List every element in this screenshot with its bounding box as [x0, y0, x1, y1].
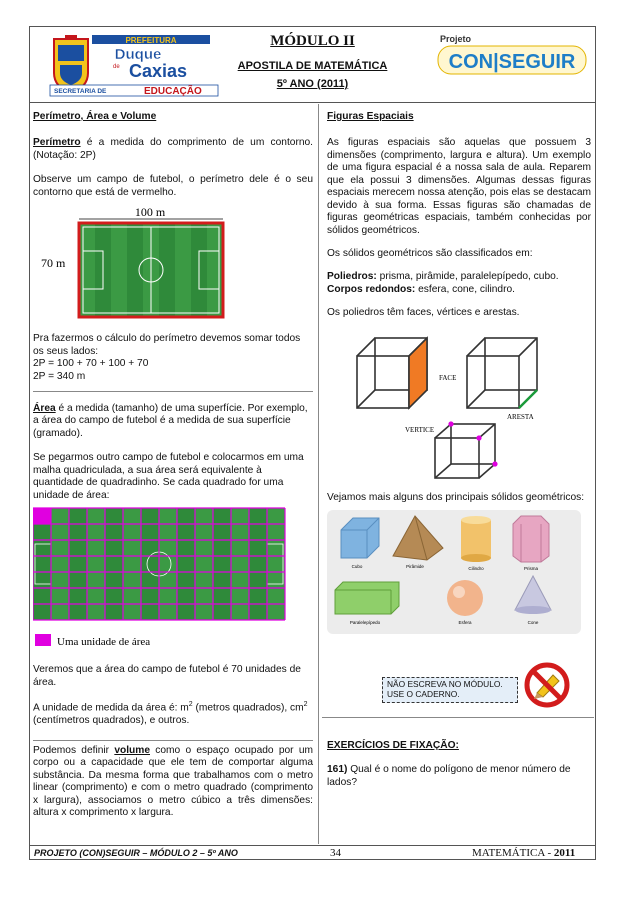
svg-text:de: de	[113, 64, 120, 70]
svg-text:100 m: 100 m	[134, 207, 166, 220]
footer-right: MATEMÁTICA - 2011	[472, 847, 576, 859]
svg-text:Paralelepípedo: Paralelepípedo	[349, 620, 381, 626]
no-writing-icon	[523, 661, 571, 709]
warning-box: NÃO ESCREVA NO MÓDULO. USE O CADERNO.	[382, 677, 518, 703]
svg-text:VERTICE: VERTICE	[405, 425, 435, 434]
figuras-intro: As figuras espaciais são aquelas que possuem 3 dimensões (comprimento, largura e altura). Um exemplo de uma figura espacial é a nossa sala de aula. Reparem que ela possui 3 dimensões. Algumas dessas figuras espaciais merecem nossa atenção, pois elas se destacam devido à sua forma. Essas figuras são chamadas de figuras geométricas espaciais, também conhecidas por sólidos geométricos.	[327, 137, 591, 236]
svg-text:Uma unidade de área: Uma unidade de área	[57, 636, 151, 649]
svg-text:EDUCAÇÃO: EDUCAÇÃO	[144, 86, 202, 97]
svg-text:Cone: Cone	[527, 620, 539, 626]
left-section-title: Perímetro, Área e Volume	[33, 111, 157, 122]
volume-term: volume	[114, 745, 150, 756]
area-definition: Área é a medida (tamanho) de uma superfície. Por exemplo, a área do campo de futebol é a medida de sua superfície (gramado).	[33, 403, 308, 439]
grade: 5º ANO (2011)	[276, 78, 349, 90]
question-161: 161) Qual é o nome do polígono de menor número de lados?	[327, 764, 571, 788]
faces-text: Os poliedros têm faces, vértices e arestas.	[327, 307, 520, 319]
left-column	[33, 111, 313, 383]
footer-left: PROJETO (CON)SEGUIR – MÓDULO 2 – 5º ANO	[34, 848, 238, 858]
grid-text: Se pegarmos outro campo de futebol e colocarmos em uma malha quadriculada, a sua área será equivalente à quantidade de quadradinho. Se cada quadrado for uma unidade de área:	[33, 452, 304, 501]
right-section-title: Figuras Espaciais	[327, 111, 414, 122]
more-solids-text: Vejamos mais alguns dos principais sólidos geométricos:	[327, 491, 585, 503]
calc-line-2: 2P = 340 m	[33, 370, 86, 382]
volume-section	[33, 745, 313, 820]
calc-line-1: 2P = 100 + 70 + 100 + 70	[33, 358, 149, 370]
calc-text: Pra fazermos o cálculo do perímetro devemos somar todos os seus lados:	[33, 333, 301, 357]
svg-text:SECRETARIA DE: SECRETARIA DE	[54, 88, 107, 95]
area-section	[33, 403, 313, 727]
module-title: MÓDULO II	[270, 33, 355, 49]
cube-parts-figure	[327, 326, 591, 486]
classified-text: Os sólidos geométricos são classificados em:	[327, 247, 533, 259]
exercises-title: EXERCÍCIOS DE FIXAÇÃO:	[327, 740, 459, 751]
area-result: Veremos que a área do campo de futebol é 70 unidades de área.	[33, 664, 301, 688]
footer	[30, 845, 595, 860]
svg-text:Caxias: Caxias	[128, 61, 188, 81]
left-separator-2	[33, 740, 313, 741]
grid-field-figure	[33, 506, 313, 656]
header	[30, 27, 595, 103]
redondos-line: Corpos redondos: esfera, cone, cilindro.	[327, 283, 515, 295]
svg-text:PREFEITURA: PREFEITURA	[125, 36, 177, 45]
unit-text: A unidade de medida da área é: $m^2$ (metros quadrados), $cm^2$ (centímetros quadrados), e outros.	[33, 700, 308, 726]
column-divider	[318, 104, 319, 844]
right-column	[327, 111, 591, 636]
page-number: 34	[330, 847, 341, 859]
svg-text:ARESTA: ARESTA	[507, 412, 534, 421]
area-term: Área	[33, 403, 56, 414]
left-separator-1	[33, 391, 313, 392]
volume-definition: Podemos definir volume como o espaço ocupado por um corpo ou a capacidade que ele tem de comportar alguma substância. Da mesma forma que trabalhamos com o metro linear (comprimento) e com o metro quadrado (comprimento x largura), associamos o metro cúbico a três dimensões: altura x comprimento x largura.	[33, 745, 313, 819]
observe-text: Observe um campo de futebol, o perímetro dele é o seu contorno que está de vermelho.	[33, 174, 313, 198]
perimetro-term: Perímetro	[33, 137, 81, 149]
subtitle: APOSTILA DE MATEMÁTICA	[237, 60, 388, 72]
svg-text:70 m: 70 m	[41, 256, 66, 271]
football-field-figure	[33, 207, 313, 325]
right-separator	[322, 717, 594, 718]
svg-text:Cilindro: Cilindro	[468, 566, 484, 572]
perimetro-definition: Perímetro é a medida do comprimento de um contorno. (Notação: 2P)	[33, 137, 313, 161]
exercises-section	[327, 740, 591, 789]
svg-text:Cubo: Cubo	[351, 564, 363, 570]
svg-text:CON|SEGUIR: CON|SEGUIR	[448, 51, 576, 73]
svg-text:Esfera: Esfera	[458, 620, 472, 626]
conseguir-logo	[436, 30, 588, 82]
svg-text:Projeto: Projeto	[440, 34, 472, 44]
svg-text:FACE: FACE	[439, 373, 457, 382]
page	[29, 26, 596, 860]
svg-text:Prisma: Prisma	[523, 566, 539, 572]
svg-text:Pirâmide: Pirâmide	[406, 564, 424, 570]
poliedros-line: Poliedros: prisma, pirâmide, paralelepípedo, cubo.	[327, 271, 559, 283]
svg-text:Duque: Duque	[114, 46, 162, 63]
solids-figure	[327, 510, 591, 636]
